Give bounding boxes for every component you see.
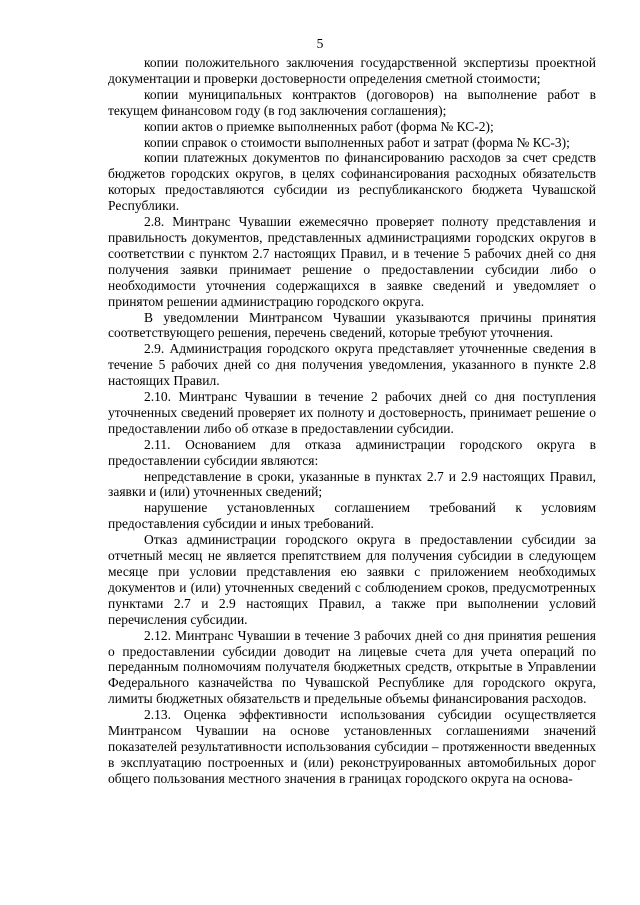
paragraph-2-12: 2.12. Минтранс Чувашии в течение 3 рабочих дней со дня принятия решения о предоставлении субсидии доводит на лицевые счета для учета операций по переданным полномочиям получателя бюджетных средств, открытые в Управлении Федерального казначейства по Чувашской Республике для городского округа, лимиты бюджетных обязательств и предельные объемы финансирования расходов. — [108, 627, 596, 707]
paragraph-ks3-certificates: копии справок о стоимости выполненных работ и затрат (форма № КС-3); — [144, 134, 570, 150]
page-number: 5 — [316, 36, 324, 51]
paragraph-2-8: 2.8. Минтранс Чувашии ежемесячно проверяет полноту представления и правильность документов, представленных администрациями городских округов в соответствии с пунктом 2.7 настоящих Правил, и в течение 5 рабочих дней со дня получения заявки принимает решение о предоставлении субсидии либо о необходимости уточнения содержащихся в заявке сведений и уведомляет о принятом решении администрацию городского округа. — [108, 214, 596, 309]
paragraph-2-13: 2.13. Оценка эффективности использования субсидии осуществляется Минтрансом Чувашии на основе установленных соглашениями значений показателей результативности использования субсидии – протяженности введенных в эксплуатацию построенных и (или) реконструированных автомобильных дорог общего пользования местного значения в границах городского округа на основа- — [108, 707, 596, 786]
paragraph-notification-reasons: В уведомлении Минтрансом Чувашии указываются причины принятия соответствующего решения, перечень сведений, которые требуют уточнения. — [108, 309, 596, 341]
paragraph-2-9: 2.9. Администрация городского округа представляет уточненные сведения в течение 5 рабочих дней со дня получения уведомления, указанного в пункте 2.8 настоящих Правил. — [108, 341, 596, 389]
paragraph-2-10: 2.10. Минтранс Чувашии в течение 2 рабочих дней со дня поступления уточненных сведений проверяет их полноту и достоверность, принимает решение о предоставлении либо об отказе в предоставлении субсидии. — [108, 389, 596, 436]
paragraph-refusal-reason-1: непредставление в сроки, указанные в пунктах 2.7 и 2.9 настоящих Правил, заявки и (или) уточненных сведений; — [108, 468, 596, 500]
paragraph-expertise-copies: копии положительного заключения государственной экспертизы проектной документации и проверки достоверности определения сметной стоимости; — [108, 55, 596, 86]
paragraph-refusal-not-obstacle: Отказ администрации городского округа в предоставлении субсидии за отчетный месяц не является препятствием для получения субсидии в следующем месяце при условии представления ею заявки с приложением необходимых документов и (или) уточненных сведений с соблюдением сроков, предусмотренных пунктами 2.7 и 2.9 настоящих Правил, а также при выполнении условий перечисления субсидии. — [108, 532, 596, 627]
paragraph-payment-documents: копии платежных документов по финансированию расходов за счет средств бюджетов городских округов, в целях софинансирования расходных обязательств которых предоставляются субсидии из республиканского бюджета Чувашской Республики. — [108, 150, 596, 214]
paragraph-refusal-reason-2: нарушение установленных соглашением требований к условиям предоставления субсидии и иных требований. — [108, 500, 596, 532]
paragraph-contract-copies: копии муниципальных контрактов (договоров) на выполнение работ в текущем финансовом году (в год заключения соглашения); — [108, 86, 596, 118]
paragraph-2-11: 2.11. Основанием для отказа администрации городского округа в предоставлении субсидии являются: — [108, 436, 596, 468]
document-body — [108, 55, 596, 787]
paragraph-ks2-acts: копии актов о приемке выполненных работ (форма № КС-2); — [144, 118, 494, 134]
